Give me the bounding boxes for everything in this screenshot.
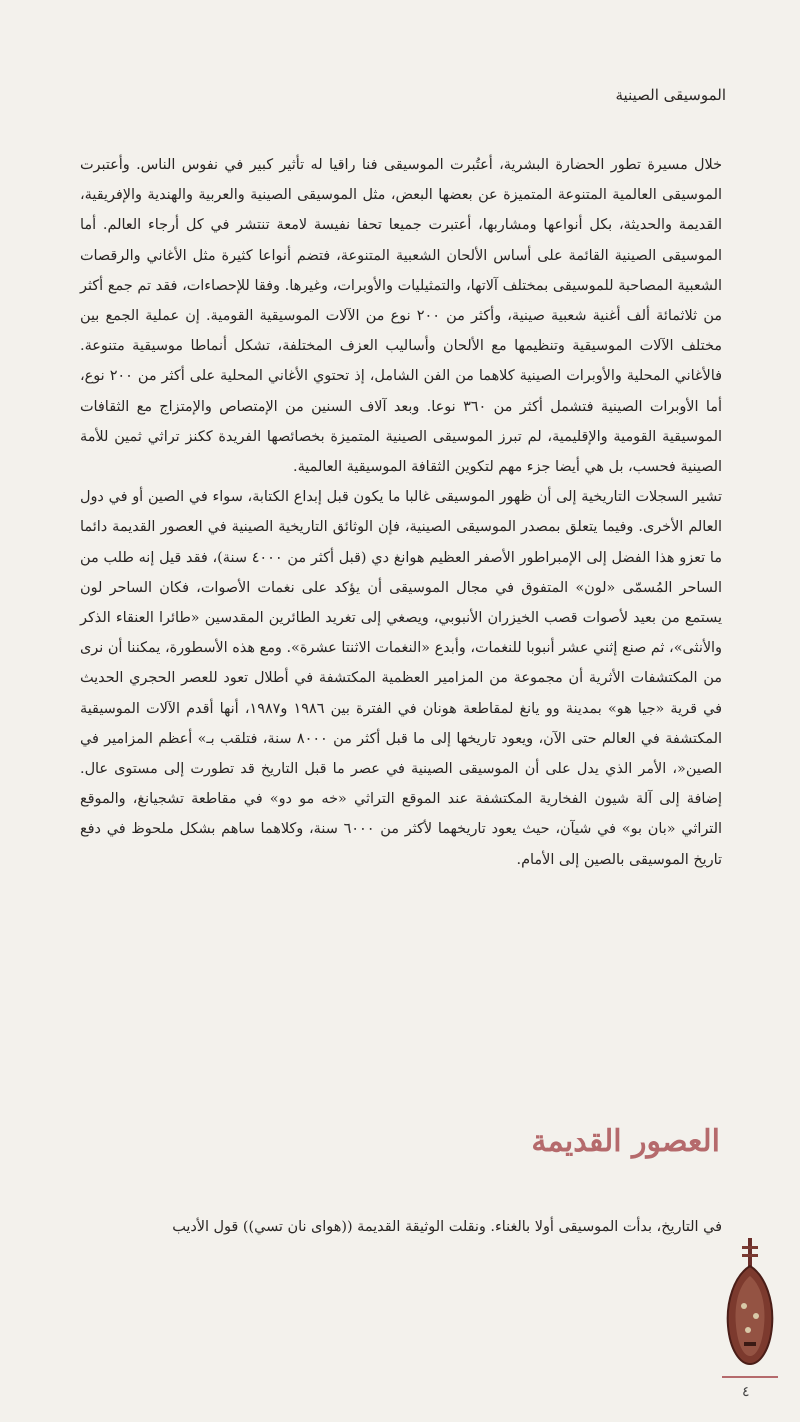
page-number: ٤ (742, 1384, 750, 1400)
section-intro: في التاريخ، بدأت الموسيقى أولا بالغناء. ونقلت الوثيقة القديمة ((هواى نان تسي)) قول الأديب (172, 1219, 722, 1235)
paragraph-2: تشير السجلات التاريخية إلى أن ظهور الموسيقى غالبا ما يكون قبل إبداع الكتابة، سواء في الصين أو في دول العالم الأخرى. وفيما يتعلق بمصدر الموسيقى الصينية، فإن الوثائق التاريخية الصينية في العصور القديمة دائما ما تعزو هذا الفضل إلى الإمبراطور الأصفر العظيم هوانغ دي (قبل أكثر من ٤٠٠٠ سنة)، فقد قيل إنه طلب من الساحر المُسمّى «لون» المتفوق في مجال الموسيقى أن يؤكد على نغمات الأصوات، فكان الساحر لون يستمع من بعيد لأصوات قصب الخيزران الأنبوبي، ويصغي إلى تغريد الطائرين المقدسين «طائرا العنقاء الذكر والأنثى»، ثم صنع إثني عشر أنبوبا للنغمات، وأبدع «النغمات الاثنتا عشرة». ومع هذه الأسطورة، يمكننا أن نرى من المكتشفات الأثرية أن مجموعة من المزامير العظمية المكتشفة في أطلال تعود للعصر الحجري الحديث في قرية «جيا هو» بمدينة وو يانغ لمقاطعة هونان في الفترة بين ١٩٨٦ و١٩٨٧، أنها أقدم الآلات الموسيقية المكتشفة في العالم حتى الآن، ويعود تاريخها إلى ما قبل أكثر من ٨٠٠٠ سنة، فتلقب بـ» أعظم المزامير في الصين«، الأمر الذي يدل على أن الموسيقى الصينية في عصر ما قبل التاريخ قد تطورت إلى مستوى عال. إضافة إلى آلة شيون الفخارية المكتشفة عند الموقع التراثي «خه مو دو» في مقاطعة تشجيانغ، والموقع التراثي «بان بو» في شيآن، حيث يعود تاريخهما لأكثر من ٦٠٠٠ سنة، وكلاهما ساهم بشكل ملحوظ في دفع تاريخ الموسيقى بالصين إلى الأمام. (80, 489, 723, 868)
running-title: الموسيقى الصينية (615, 86, 726, 104)
section-title: العصور القديمة (531, 1124, 720, 1159)
footer-rule (722, 1376, 778, 1378)
paragraph-1: خلال مسيرة تطور الحضارة البشرية، أعتُبرت الموسيقى فنا راقيا له تأثير كبير في نفوس الناس. وأعتبرت الموسيقى العالمية المتنوعة المتميزة عن بعضها البعض، مثل الموسيقى الصينية والعربية والهندية والإفريقية، القديمة والحديثة، بكل أنواعها ومشاربها، أعتبرت جميعا تحفا نفيسة لامعة تنتشر في كل أرجاء العالم. أما الموسيقى الصينية القائمة على أساس الألحان الشعبية المتنوعة، فتضم أنواعا كثيرة مثل الأغاني والرقصات الشعبية المصاحبة للموسيقى بمختلف آلاتها، والتمثيليات والأوبرات، وغيرها. وفقا للإحصاءات، فقد تم جمع أكثر من ثلاثمائة ألف أغنية شعبية صينية، وأكثر من ٢٠٠ نوع من الآلات الموسيقية القومية. إن عملية الجمع بين مختلف الآلات الموسيقية وتنظيمها مع الألحان وأساليب العزف المختلفة، تشكل أنماطا موسيقية متنوعة. فالأغاني المحلية والأوبرات الصينية كلاهما من الفن الشامل، إذ تحتوي الأغاني المحلية على أكثر من ٢٠٠ نوع، أما الأوبرات الصينية فتشمل أكثر من ٣٦٠ نوعا. وبعد آلاف السنين من الإمتصاص والإمتزاج مع الثقافات الموسيقية القومية والإقليمية، لم تبرز الموسيقى الصينية المتميزة بخصائصها الفريدة ككنز تراثي ثمين للأمة الصينية فحسب، بل هي أيضا جزء مهم لتكوين الثقافة الموسيقية العالمية. (80, 157, 723, 476)
body-text (80, 150, 722, 875)
pipa-lute-icon (720, 1236, 780, 1368)
